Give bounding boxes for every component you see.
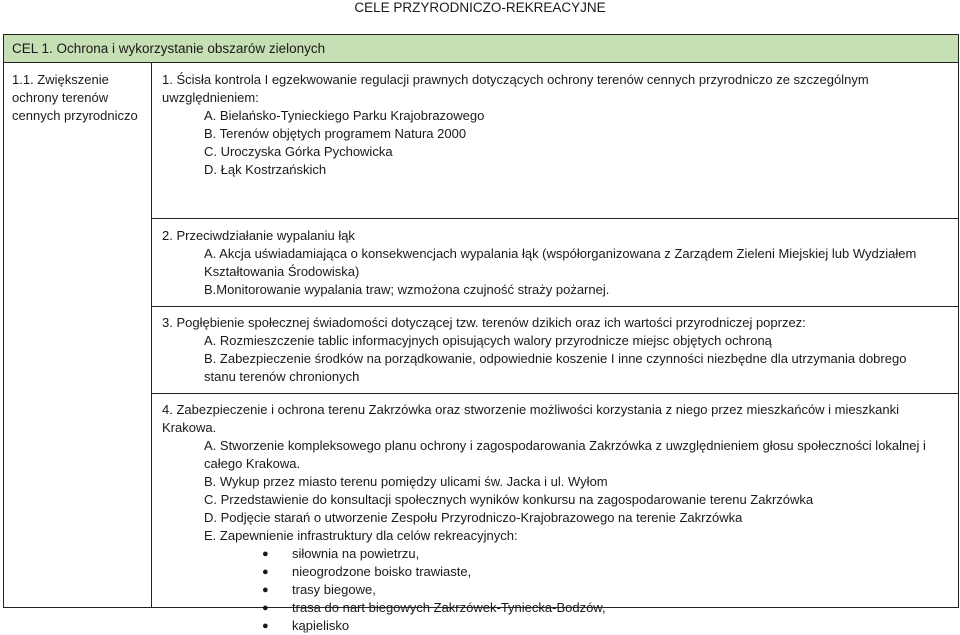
block4-item-a-line1: A. Stworzenie kompleksowego planu ochrony i zagospodarowania Zakrzówka z uwzględnieniem głosu społeczności lokalnej i [204, 438, 926, 453]
block2-item-a-line2: Kształtowania Środowiska) [204, 264, 360, 279]
page-title: CELE PRZYRODNICZO-REKREACYJNE [354, 0, 606, 15]
block4-intro-line2: Krakowa. [162, 420, 217, 435]
row-divider [152, 218, 958, 219]
block3-item-b-line2: stanu terenów chronionych [204, 369, 360, 384]
bullet-item: ● trasa do nart biegowych Zakrzówek-Tyniecka-Bodzów, [162, 599, 950, 617]
row-divider [152, 306, 958, 307]
bullet-item: ● siłownia na powietrzu, [162, 545, 950, 563]
subgoal-cell: 1.1. Zwiększenie ochrony terenów cennych przyrodniczo [4, 63, 152, 607]
block4-item-e: E. Zapewnienie infrastruktury dla celów rekreacyjnych: [204, 528, 518, 543]
list-item: B. Terenów objętych programem Natura 2000 [204, 126, 467, 141]
action-block-3 [152, 314, 958, 386]
action-block-4 [152, 401, 958, 635]
bullet-item: ● kąpielisko [162, 617, 950, 635]
row-divider [152, 393, 958, 394]
bullet-item: ● trasy biegowe, [162, 581, 950, 599]
block1-intro-line2: uwzględnieniem: [162, 90, 259, 105]
block4-intro-line1: 4. Zabezpieczenie i ochrona terenu Zakrzówka oraz stworzenie możliwości korzystania z niego przez mieszkańców i mieszkanki [162, 402, 899, 417]
action-block-1 [152, 71, 958, 179]
goals-table [3, 34, 959, 633]
block4-item-d: D. Podjęcie starań o utworzenie Zespołu Przyrodniczo-Krajobrazowego na terenie Zakrzówka [204, 510, 743, 525]
actions-cell [152, 63, 958, 633]
block3-item-b-line1: B. Zabezpieczenie środków na porządkowanie, odpowiednie koszenie I inne czynności niezbędne dla utrzymania dobrego [204, 351, 907, 366]
block4-item-a-line2: całego Krakowa. [204, 456, 301, 471]
block1-intro-line1: 1. Ścisła kontrola I egzekwowanie regulacji prawnych dotyczących ochrony terenów cennych przyrodniczo ze szczególnym [162, 72, 869, 87]
block3-item-a: A. Rozmieszczenie tablic informacyjnych opisujących walory przyrodnicze miejsc objętych ochroną [204, 333, 772, 348]
list-item: A. Bielańsko-Tynieckiego Parku Krajobrazowego [204, 108, 485, 123]
block2-item-a-line1: A. Akcja uświadamiająca o konsekwencjach wypalania łąk (współorganizowana z Zarządem Zieleni Miejskiej lub Wydziałem [204, 246, 917, 261]
block3-intro: 3. Pogłębienie społecznej świadomości dotyczącej tzw. terenów dzikich oraz ich wartości przyrodniczej poprzez: [162, 315, 806, 330]
block2-item-b: B.Monitorowanie wypalania traw; wzmożona czujność straży pożarnej. [204, 282, 610, 297]
section-header: CEL 1. Ochrona i wykorzystanie obszarów zielonych [4, 35, 958, 63]
list-item: D. Łąk Kostrzańskich [204, 162, 327, 177]
block4-item-b: B. Wykup przez miasto terenu pomiędzy ulicami św. Jacka i ul. Wyłom [204, 474, 608, 489]
block2-intro: 2. Przeciwdziałanie wypalaniu łąk [162, 228, 355, 243]
block4-item-c: C. Przedstawienie do konsultacji społecznych wyników konkursu na zagospodarowanie terenu Zakrzówka [204, 492, 814, 507]
action-block-2 [152, 227, 958, 299]
list-item: C. Uroczyska Górka Pychowicka [204, 144, 393, 159]
bullet-item: ● nieogrodzone boisko trawiaste, [162, 563, 950, 581]
